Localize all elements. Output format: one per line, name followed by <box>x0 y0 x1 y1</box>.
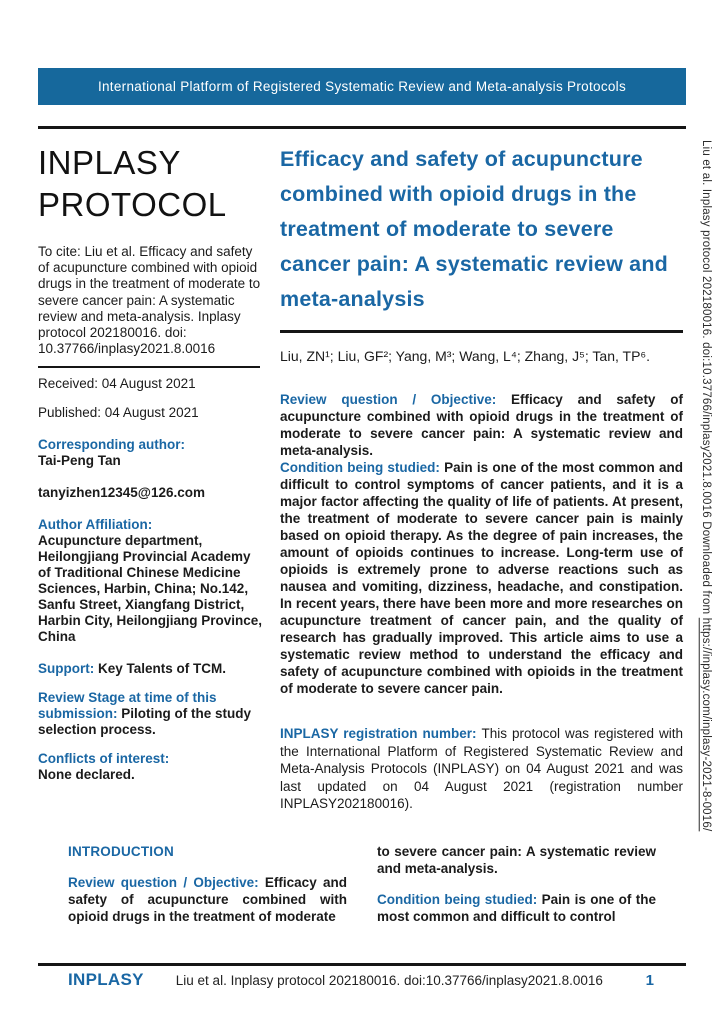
platform-banner <box>38 68 686 105</box>
author-affiliation-block <box>38 517 263 645</box>
sidebar-citation <box>694 140 712 960</box>
sidebar-citation-link[interactable]: https://inplasy.com/inplasy-2021-8-0016/ <box>700 617 712 832</box>
conflicts-label: Conflicts of interest: <box>38 751 170 767</box>
introduction-heading: INTRODUCTION <box>68 844 174 859</box>
page-footer <box>38 970 686 990</box>
received-date: Received: 04 August 2021 <box>38 376 196 392</box>
abstract-section <box>280 391 683 697</box>
registration-paragraph <box>280 725 683 813</box>
wordmark-line-2: PROTOCOL <box>38 186 227 223</box>
condition-paragraph <box>280 459 683 697</box>
support-label: Support: <box>38 661 95 677</box>
corresponding-author-name: Tai-Peng Tan <box>38 453 121 469</box>
review-stage-text: Piloting of the study selection process. <box>38 706 252 738</box>
registration-label: INPLASY registration number: <box>280 726 477 741</box>
inplasy-protocol-wordmark <box>38 142 263 226</box>
support-text: Key Talents of TCM. <box>98 661 227 677</box>
main-column <box>280 142 683 813</box>
corresponding-author-block <box>38 437 263 469</box>
introduction-condition-label: Condition being studied: <box>377 892 538 907</box>
introduction-condition <box>377 891 656 925</box>
condition-label: Condition being studied: <box>280 460 440 475</box>
footer-divider <box>38 963 686 966</box>
introduction-review-question-text: Efficacy and safety of acupuncture combined with opioid drugs in the treatment of moderate <box>68 875 347 924</box>
platform-banner-text: International Platform of Registered Systematic Review and Meta-analysis Protocols <box>97 79 627 94</box>
review-stage-block <box>38 690 263 738</box>
title-divider <box>280 330 683 333</box>
registration-text: This protocol was registered with the International Platform of Registered Systematic Review and Meta-Analysis Protocols (INPLASY) on 04 August 2021 and was last updated on 04 August 2021 (registration number INPLASY202180016). <box>280 726 683 811</box>
conflicts-block <box>38 751 263 783</box>
left-metadata-column <box>38 142 263 783</box>
sidebar-citation-text: Liu et al. Inplasy protocol 202180016. doi:10.37766/inplasy2021.8.0016 Downloaded from <box>700 140 712 618</box>
review-question-paragraph <box>280 391 683 459</box>
author-affiliation-text: Acupuncture department, Heilongjiang Provincial Academy of Traditional Chinese Medicine Sciences, Harbin, China; No.142, Sanfu Street, Xiangfang District, Harbin City, Heilongjiang Province, China <box>38 533 263 645</box>
header-divider <box>38 126 686 129</box>
review-question-text: Efficacy and safety of acupuncture combined with opioid drugs in the treatment of moderate to severe cancer pain: A systematic review and meta-analysis. <box>280 392 683 458</box>
article-title: Efficacy and safety of acupuncture combined with opioid drugs in the treatment of moderate to severe cancer pain: A systematic review and meta-analysis <box>280 147 668 311</box>
author-affiliation-label: Author Affiliation: <box>38 517 153 533</box>
footer-brand: INPLASY <box>68 970 144 989</box>
review-stage-label: Review Stage at time of this submission: <box>38 690 217 722</box>
conflicts-text: None declared. <box>38 767 135 783</box>
review-question-label: Review question / Objective: <box>280 392 497 407</box>
introduction-review-question <box>68 874 347 925</box>
introduction-continuation-text: to severe cancer pain: A systematic review and meta-analysis. <box>377 844 656 876</box>
wordmark-line-1: INPLASY <box>38 144 181 181</box>
left-column-divider <box>38 366 260 368</box>
authors-line: Liu, ZN¹; Liu, GF²; Yang, M³; Wang, L⁴; Zhang, J⁵; Tan, TP⁶. <box>280 348 651 364</box>
page-number: 1 <box>645 971 654 989</box>
support-block <box>38 661 263 677</box>
introduction-condition-text: Pain is one of the most common and difficult to control <box>377 892 656 924</box>
corresponding-author-email: tanyizhen12345@126.com <box>38 485 205 501</box>
introduction-column-2 <box>377 843 656 925</box>
corresponding-author-label: Corresponding author: <box>38 437 185 453</box>
condition-text: Pain is one of the most common and difficult to control symptoms of cancer patients, and it is a major factor affecting the quality of life of patients. At present, the treatment of moderate to severe cancer pain is mainly based on opioid therapy. As the degree of pain increases, the amount of opioids continues to increase. Long-term use of opioids is extremely prone to adverse reactions such as nausea and vomiting, dizziness, headache, and constipation. In recent years, there have been more and more researches on acupuncture treatment of cancer pain, and the quality of research has gradually improved. This article aims to use a systematic review method to understand the efficacy and safety of acupuncture combined with opioids in the treatment of moderate to severe cancer pain. <box>280 460 683 696</box>
footer-citation: Liu et al. Inplasy protocol 202180016. doi:10.37766/inplasy2021.8.0016 <box>175 972 603 988</box>
introduction-section <box>68 843 656 925</box>
to-cite-note: To cite: Liu et al. Efficacy and safety of acupuncture combined with opioid drugs in the treatment of moderate to severe cancer pain: A systematic review and meta-analysis. Inplasy protocol 202180016. doi: 10.37766/inplasy2021.8.0016 <box>38 244 261 357</box>
introduction-review-question-label: Review question / Objective: <box>68 875 259 890</box>
introduction-column-1 <box>68 843 347 925</box>
published-date: Published: 04 August 2021 <box>38 405 199 421</box>
